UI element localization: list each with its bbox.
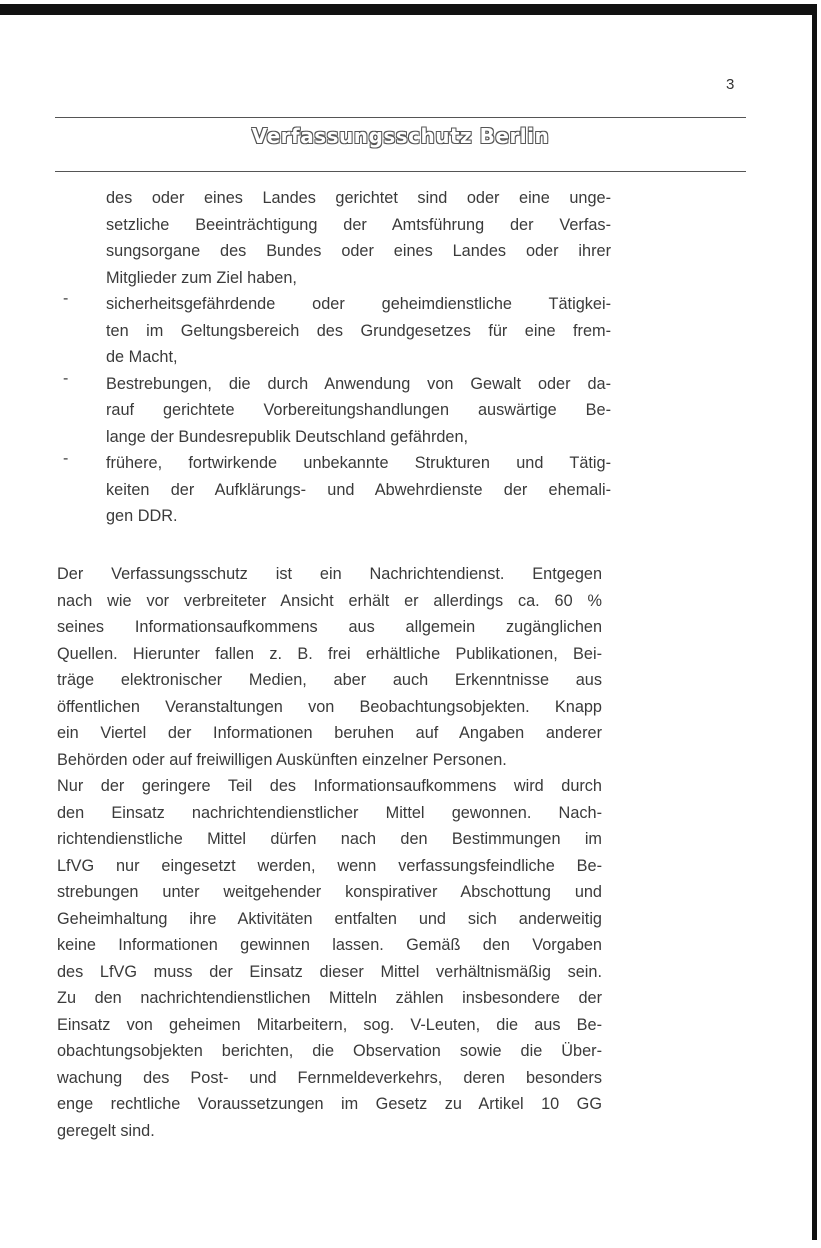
list-item [106, 371, 611, 451]
text-line: Behörden oder auf freiwilligen Auskünften einzelner Personen. [57, 750, 507, 769]
list-dash: - [63, 450, 69, 467]
text-line: seines Informationsaufkommens aus allgemein zugänglichen [57, 618, 602, 636]
page-number: 3 [726, 76, 735, 93]
text-line: sungsorgane des Bundes oder eines Landes oder ihrer [106, 242, 611, 260]
text-line: keine Informationen gewinnen lassen. Gemäß den Vorgaben [57, 936, 602, 954]
text-line: enge rechtliche Voraussetzungen im Gesetz zu Artikel 10 GG [57, 1095, 602, 1113]
running-header-title: Verfassungsschutz Berlin [251, 124, 550, 148]
scan-border-right [812, 4, 817, 1240]
list-dash: - [63, 370, 69, 387]
text-line: Bestrebungen, die durch Anwendung von Gewalt oder da- [106, 374, 611, 393]
header-rule-bottom [55, 171, 746, 172]
text-line: Einsatz von geheimen Mitarbeitern, sog. V-Leuten, die aus Be- [57, 1015, 602, 1034]
list-item [106, 291, 611, 371]
text-line: obachtungsobjekten berichten, die Observation sowie die Über- [57, 1042, 602, 1060]
text-line: Zu den nachrichtendienstlichen Mitteln zählen insbesondere der [57, 989, 602, 1007]
text-line: geregelt sind. [57, 1121, 155, 1140]
text-line: ten im Geltungsbereich des Grundgesetzes für eine frem- [106, 321, 611, 340]
list-item [106, 185, 611, 291]
text-line: Nur der geringere Teil des Informationsaufkommens wird durch [57, 777, 602, 795]
text-line: öffentlichen Veranstaltungen von Beobachtungsobjekten. Knapp [57, 697, 602, 716]
list-dash: - [63, 290, 69, 307]
text-line: Geheimhaltung ihre Aktivitäten entfalten und sich anderweitig [57, 909, 602, 928]
text-line: rauf gerichtete Vorbereitungshandlungen auswärtige Be- [106, 401, 611, 419]
text-line: Mitglieder zum Ziel haben, [106, 268, 297, 287]
text-line: Quellen. Hierunter fallen z. B. frei erhältliche Publikationen, Bei- [57, 644, 602, 663]
text-line: gen DDR. [106, 507, 178, 525]
text-line: den Einsatz nachrichtendienstlicher Mittel gewonnen. Nach- [57, 803, 602, 822]
text-line: keiten der Aufklärungs- und Abwehrdienste der ehemali- [106, 480, 611, 499]
text-line: LfVG nur eingesetzt werden, wenn verfassungsfeindliche Be- [57, 856, 602, 875]
scan-border-top [0, 4, 815, 15]
bullet-list [106, 185, 611, 530]
text-line: nach wie vor verbreiteter Ansicht erhält er allerdings ca. 60 % [57, 591, 602, 610]
text-line: lange der Bundesrepublik Deutschland gefährden, [106, 427, 469, 446]
text-line: träge elektronischer Medien, aber auch Erkenntnisse aus [57, 671, 602, 689]
text-line: frühere, fortwirkende unbekannte Strukturen und Tätig- [106, 454, 611, 472]
text-line: des oder eines Landes gerichtet sind oder eine unge- [106, 189, 611, 207]
text-line: setzliche Beeinträchtigung der Amtsführung der Verfas- [106, 215, 611, 234]
text-line: strebungen unter weitgehender konspirativer Abschottung und [57, 883, 602, 901]
body-paragraph [57, 561, 602, 1144]
text-line: des LfVG muss der Einsatz dieser Mittel verhältnismäßig sein. [57, 962, 602, 981]
text-line: Der Verfassungsschutz ist ein Nachrichtendienst. Entgegen [57, 565, 602, 583]
text-line: richtendienstliche Mittel dürfen nach den Bestimmungen im [57, 830, 602, 848]
list-item [106, 450, 611, 530]
text-line: wachung des Post- und Fernmeldeverkehrs, deren besonders [57, 1068, 602, 1087]
header-rule-top [55, 117, 746, 118]
text-line: ein Viertel der Informationen beruhen auf Angaben anderer [57, 724, 602, 742]
text-line: de Macht, [106, 348, 178, 366]
text-line: sicherheitsgefährdende oder geheimdienstliche Tätigkei- [106, 295, 611, 313]
